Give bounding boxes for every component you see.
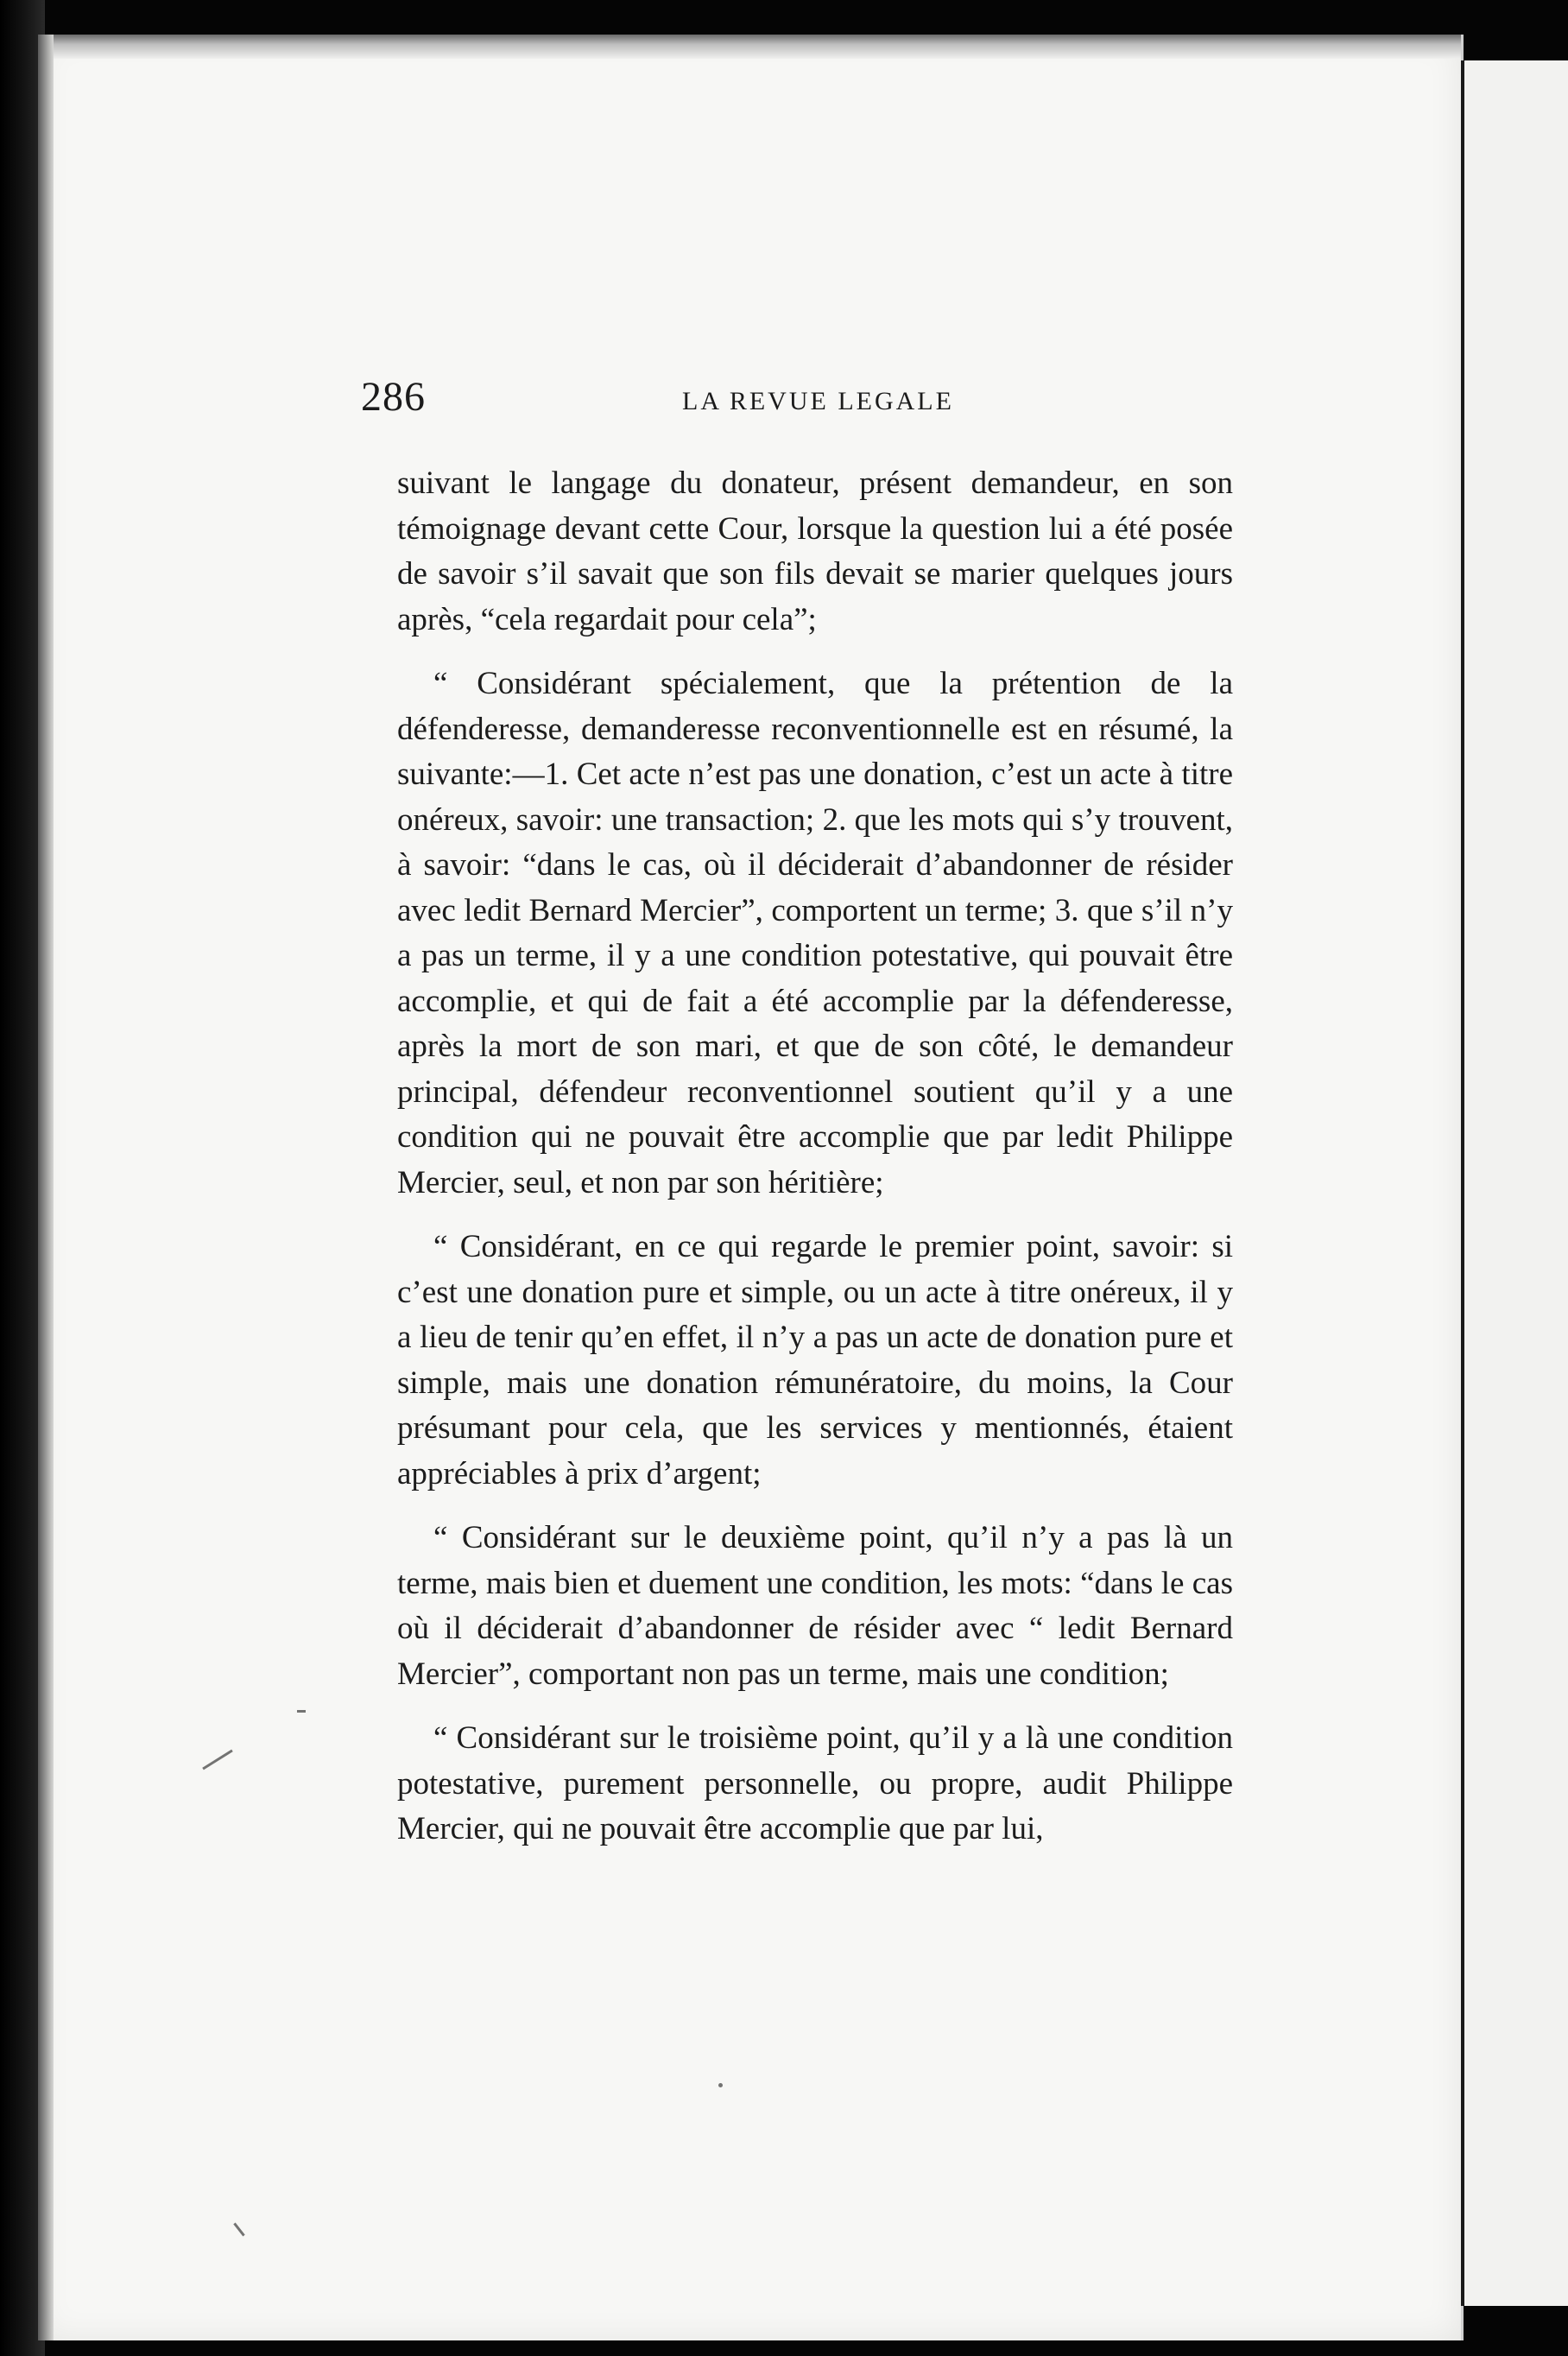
stray-dot bbox=[718, 2083, 723, 2087]
running-head: LA REVUE LEGALE bbox=[682, 387, 954, 415]
paragraph-considerant-specialement: “ Considérant spécialement, que la prétention de la défenderesse, demanderesse reconventionnelle est en résumé, la suivante:—1. Cet acte n’est pas une donation, c’est un acte à titre onéreux, savoir: une transaction; 2. que les mots qui s’y trouvent, à savoir: “dans le cas, où il déciderait d’abandonner de résider avec ledit Bernard Mercier”, comportent un terme; 3. que s’il n’y a pas un terme, il y a une condition potestative, qui pouvait être accomplie, et qui de fait a été accomplie par la défenderesse, après la mort de son mari, et que de son côté, le demandeur principal, défendeur reconventionnel soutient qu’il y a une condition qui ne pouvait être accomplie que par ledit Philippe Mercier, seul, et non par son héritière; bbox=[397, 666, 1233, 1200]
body-text bbox=[397, 461, 1233, 1872]
page-number: 286 bbox=[361, 374, 426, 420]
page-left-edge bbox=[38, 35, 54, 2340]
page-top-edge bbox=[38, 35, 1461, 59]
paragraph-continued: suivant le langage du donateur, présent demandeur, en son témoignage devant cette Cour, lorsque la question lui a été posée de savoir s’il savait que son fils devait se marier quelques jours après, “cela regardait pour cela”; bbox=[397, 466, 1233, 637]
page-header bbox=[361, 361, 1259, 430]
paragraph-troisieme-point: “ Considérant sur le troisième point, qu’il y a là une condition potestative, purement personnelle, ou propre, audit Philippe Mercier, qui ne pouvait être accomplie que par lui, bbox=[397, 1720, 1233, 1846]
paragraph-premier-point: “ Considérant, en ce qui regarde le premier point, savoir: si c’est une donation pure et simple, ou un acte à titre onéreux, il y a lieu de tenir qu’en effet, il n’y a pas un acte de donation pure et simple, mais une donation rémunératoire, du moins, la Cour présumant pour cela, que les services y mentionnés, étaient appréciables à prix d’argent; bbox=[397, 1229, 1233, 1492]
paragraph-deuxieme-point: “ Considérant sur le deuxième point, qu’il n’y a pas là un terme, mais bien et duement une condition, les mots: “dans le cas où il déciderait d’abandonner de résider avec “ ledit Bernard Mercier”, comportant non pas un terme, mais une condition; bbox=[397, 1520, 1233, 1692]
adjacent-page-edge bbox=[1461, 60, 1568, 2306]
margin-dash-mark bbox=[297, 1710, 306, 1713]
